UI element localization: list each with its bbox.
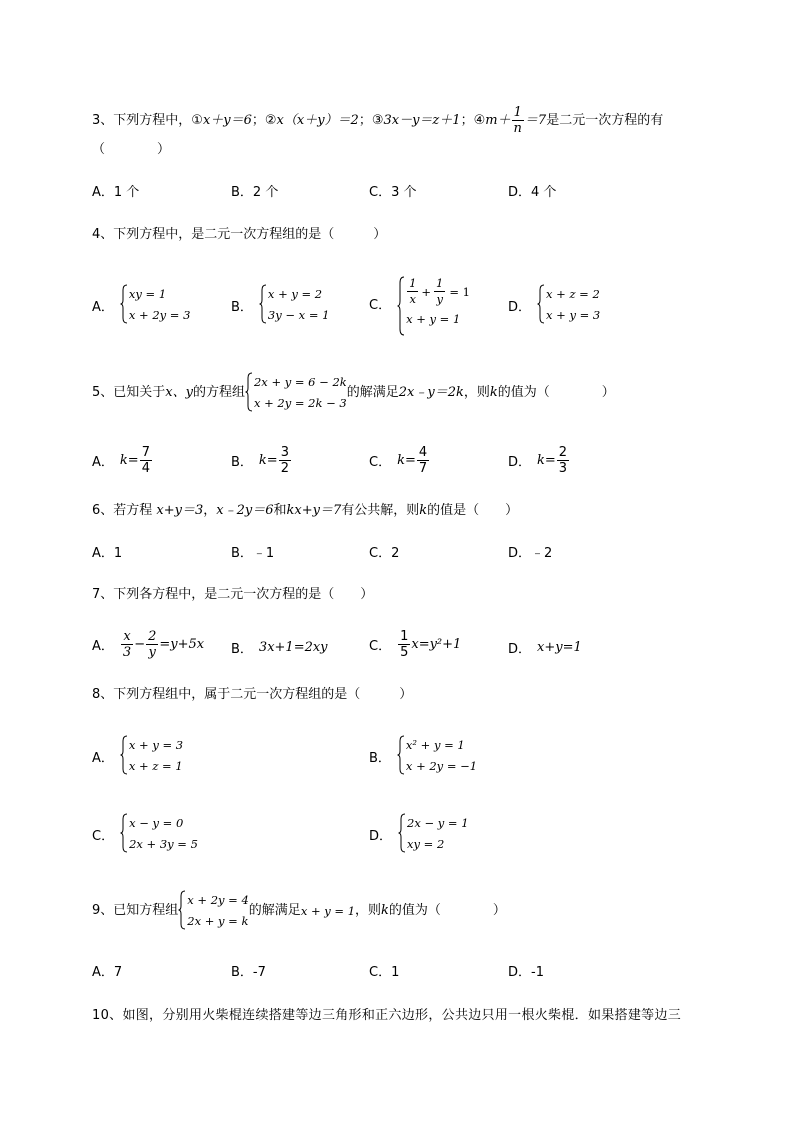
q3-fraction-den: n bbox=[513, 121, 522, 136]
q4-c-f1-den: x bbox=[409, 292, 416, 306]
q3-equation-3: 3x－y＝z＋1 bbox=[383, 112, 461, 128]
q5-a-num: 7 bbox=[141, 445, 150, 460]
q5-row-1: 2x + y = 6 − 2k bbox=[253, 375, 347, 389]
q9-text-a: 9、已知方程组 bbox=[92, 903, 179, 918]
q3-option-b: B．2 个 bbox=[231, 185, 279, 200]
q9-option-b: B．-7 bbox=[231, 965, 266, 980]
brace-icon bbox=[537, 284, 545, 324]
question-7-stem: 7、下列各方程中，是二元一次方程的是（ ） bbox=[92, 587, 374, 602]
q9-option-c: C．1 bbox=[369, 965, 400, 980]
q3-option-d: D．4 个 bbox=[508, 185, 557, 200]
q6-k: k bbox=[419, 503, 428, 518]
q5-option-b bbox=[231, 445, 292, 476]
q5-option-d-label: D． bbox=[508, 455, 532, 470]
q4-c-fraction-2 bbox=[434, 276, 445, 307]
q6-option-d: D．﹣2 bbox=[508, 546, 553, 561]
q7-option-b bbox=[231, 638, 328, 657]
q4-c-fraction-1 bbox=[407, 276, 418, 307]
q6-equation-3: kx+y＝7 bbox=[286, 503, 342, 518]
q3-option-a: A．1 个 bbox=[92, 185, 140, 200]
q8-option-d-label: D． bbox=[369, 828, 393, 844]
q8-option-a-system bbox=[120, 735, 183, 777]
q3-fraction bbox=[512, 105, 524, 136]
q9-text-c: ，则 bbox=[355, 903, 382, 918]
q7-option-b-label: B． bbox=[231, 642, 253, 657]
q5-text-e: 的值为（ ） bbox=[497, 385, 615, 400]
q8-option-c-label: C． bbox=[92, 828, 115, 844]
q7-c-tail: x=y²+1 bbox=[411, 637, 462, 652]
q4-c-row-1 bbox=[406, 276, 470, 307]
q3-sep-2: ；③ bbox=[358, 112, 384, 128]
q4-a-row-2: x + 2y = 3 bbox=[128, 308, 191, 322]
q7-d-expr: x+y=1 bbox=[537, 640, 582, 655]
q7-a-fraction-2 bbox=[146, 629, 158, 660]
q5-option-c-label: C． bbox=[369, 455, 392, 470]
q5-k: k bbox=[489, 385, 498, 400]
q3-equation-4b: ＝7 bbox=[524, 112, 547, 128]
q8-option-a-label: A． bbox=[92, 750, 114, 766]
q6-sep-2: 和 bbox=[273, 503, 287, 518]
question-9-stem bbox=[92, 890, 506, 932]
q3-answer-paren: （ ） bbox=[92, 142, 171, 157]
q5-text-d: ，则 bbox=[463, 385, 490, 400]
q7-a-f1-num: x bbox=[121, 629, 133, 645]
q6-text-c: 的值是（ ） bbox=[427, 503, 519, 518]
q5-b-den: 2 bbox=[280, 461, 289, 476]
q8-c-row-1: x − y = 0 bbox=[129, 816, 184, 830]
q8-a-row-2: x + z = 1 bbox=[128, 759, 183, 773]
q4-b-row-2: 3y − x = 1 bbox=[267, 308, 330, 322]
q7-a-f2-den: y bbox=[148, 645, 156, 660]
q7-option-c bbox=[369, 629, 461, 660]
q7-option-d-label: D． bbox=[508, 642, 532, 657]
q6-equation-1: x+y＝3 bbox=[156, 503, 204, 518]
q5-option-a-label: A． bbox=[92, 455, 114, 470]
brace-icon bbox=[178, 890, 186, 930]
question-4-stem: 4、下列方程中，是二元一次方程组的是（ ） bbox=[92, 227, 387, 242]
q4-option-a-system bbox=[120, 284, 191, 326]
q7-a-fraction-1 bbox=[121, 629, 133, 660]
q4-c-eq: = 1 bbox=[449, 284, 470, 299]
brace-icon bbox=[397, 276, 405, 336]
q6-option-c: C．2 bbox=[369, 546, 400, 561]
brace-icon bbox=[245, 372, 253, 412]
q5-c-num: 4 bbox=[418, 445, 428, 460]
q4-c-row-2: x + y = 1 bbox=[406, 312, 461, 326]
q5-system bbox=[245, 372, 347, 414]
q8-option-b-system bbox=[397, 735, 477, 777]
q4-option-d-system bbox=[537, 284, 600, 326]
q4-c-f1-num: 1 bbox=[409, 276, 417, 290]
brace-icon bbox=[398, 813, 406, 853]
q3-equation-2: x（x＋y）＝2 bbox=[276, 112, 359, 128]
q8-option-d-system bbox=[398, 813, 469, 855]
q9-option-d: D．-1 bbox=[508, 965, 544, 980]
q5-text-a: 5、已知关于 bbox=[92, 385, 166, 400]
q7-c-den: 5 bbox=[400, 645, 409, 660]
q9-option-a: A．7 bbox=[92, 965, 123, 980]
q4-c-f2-num: 1 bbox=[436, 276, 444, 290]
q5-option-b-label: B． bbox=[231, 455, 253, 470]
q9-condition: x + y = 1 bbox=[300, 904, 356, 918]
q3-sep-3: ；④ bbox=[460, 112, 486, 128]
q7-c-fraction bbox=[398, 629, 410, 660]
q4-option-c bbox=[369, 276, 470, 331]
q8-option-b-label: B． bbox=[369, 750, 391, 766]
q7-b-expr: 3x+1=2xy bbox=[258, 640, 328, 655]
q5-b-num: 3 bbox=[280, 445, 289, 460]
question-10-stem: 10、如图，分别用火柴棍连续搭建等边三角形和正六边形，公共边只用一根火柴棍．如果搭建等边三 bbox=[92, 1008, 682, 1023]
q6-sep-1: ， bbox=[203, 503, 217, 518]
q6-option-a: A．1 bbox=[92, 546, 123, 561]
q7-a-f2-num: 2 bbox=[148, 629, 157, 644]
q5-option-a-fraction bbox=[140, 445, 152, 476]
q5-d-num: 2 bbox=[558, 445, 568, 460]
q5-option-b-pre: k= bbox=[258, 453, 278, 468]
q4-option-b-label: B． bbox=[231, 299, 253, 315]
q8-b-row-2: x + 2y = −1 bbox=[405, 759, 478, 773]
q9-row-1: x + 2y = 4 bbox=[187, 893, 249, 907]
q5-option-c-fraction bbox=[417, 445, 429, 476]
q7-option-a bbox=[92, 629, 204, 660]
q5-option-a bbox=[92, 445, 153, 476]
q9-k: k bbox=[381, 903, 389, 918]
q4-option-c-label: C． bbox=[369, 298, 392, 313]
q4-d-row-2: x + y = 3 bbox=[546, 308, 601, 322]
q5-text-c: 的解满足 bbox=[346, 385, 399, 400]
q4-a-row-1: xy = 1 bbox=[128, 287, 167, 301]
brace-icon bbox=[120, 284, 128, 324]
q3-option-c: C．3 个 bbox=[369, 185, 417, 200]
q6-equation-2: x﹣2y＝6 bbox=[216, 503, 274, 518]
q4-c-plus: + bbox=[421, 284, 432, 299]
question-3-stem bbox=[92, 105, 663, 136]
q5-option-c bbox=[369, 445, 430, 476]
q6-option-b: B．﹣1 bbox=[231, 546, 275, 561]
q4-d-row-1: x + z = 2 bbox=[546, 287, 600, 301]
question-5-stem bbox=[92, 372, 615, 414]
q5-option-d-pre: k= bbox=[537, 453, 556, 468]
q4-option-a bbox=[92, 284, 190, 326]
q5-text-b: 的方程组 bbox=[192, 385, 245, 400]
brace-icon bbox=[397, 735, 405, 775]
q7-option-c-label: C． bbox=[369, 639, 392, 654]
q4-option-d bbox=[508, 284, 600, 326]
q6-text-b: 有公共解，则 bbox=[341, 503, 420, 518]
q8-option-d bbox=[369, 813, 469, 855]
q9-text-d: 的值为（ ） bbox=[388, 903, 506, 918]
q5-option-d-fraction bbox=[557, 445, 569, 476]
q9-row-2: 2x + y = k bbox=[187, 914, 249, 928]
q5-option-a-pre: k= bbox=[119, 453, 139, 468]
q4-option-b-system bbox=[259, 284, 330, 326]
q7-option-a-label: A． bbox=[92, 639, 114, 654]
question-8-stem: 8、下列方程组中，属于二元一次方程组的是（ ） bbox=[92, 687, 413, 702]
q5-option-b-fraction bbox=[279, 445, 291, 476]
q7-option-d bbox=[508, 638, 582, 657]
q9-system bbox=[178, 890, 249, 932]
q8-option-c-system bbox=[120, 813, 198, 855]
q4-b-row-1: x + y = 2 bbox=[267, 287, 323, 301]
q3-equation-4a: m＋ bbox=[485, 112, 511, 128]
q7-c-num: 1 bbox=[400, 629, 409, 644]
q4-option-c-system bbox=[397, 276, 470, 331]
q8-d-row-1: 2x − y = 1 bbox=[407, 816, 469, 830]
q8-option-b bbox=[369, 735, 477, 777]
q5-option-d bbox=[508, 445, 570, 476]
q8-a-row-1: x + y = 3 bbox=[128, 738, 184, 752]
q5-row-2: x + 2y = 2k − 3 bbox=[253, 396, 347, 410]
q3-text-a: 3、下列方程中，① bbox=[92, 112, 203, 128]
q7-a-tail: =y+5x bbox=[159, 637, 205, 652]
q9-text-b: 的解满足 bbox=[248, 903, 301, 918]
q3-sep-1: ；② bbox=[251, 112, 277, 128]
q4-option-b bbox=[231, 284, 329, 326]
q3-equation-1: x＋y＝6 bbox=[202, 112, 252, 128]
brace-icon bbox=[259, 284, 267, 324]
q4-c-f2-den: y bbox=[436, 292, 443, 306]
q5-option-c-pre: k= bbox=[397, 453, 416, 468]
q3-text-b: 是二元一次方程的有 bbox=[546, 112, 664, 128]
q8-option-a bbox=[92, 735, 183, 777]
q5-a-den: 4 bbox=[141, 461, 150, 476]
q4-option-a-label: A． bbox=[92, 299, 114, 315]
q5-vars: x、y bbox=[165, 385, 193, 400]
q5-d-den: 3 bbox=[558, 461, 568, 476]
q7-a-minus: − bbox=[134, 637, 146, 652]
q5-condition: 2x﹣y＝2k bbox=[398, 385, 464, 400]
q6-text-a: 6、若方程 bbox=[92, 503, 153, 518]
q7-a-f1-den: 3 bbox=[122, 645, 132, 660]
brace-icon bbox=[120, 735, 128, 775]
q4-option-d-label: D． bbox=[508, 299, 532, 315]
q8-c-row-2: 2x + 3y = 5 bbox=[129, 837, 198, 851]
brace-icon bbox=[120, 813, 128, 853]
q8-option-c bbox=[92, 813, 198, 855]
q5-c-den: 7 bbox=[418, 461, 428, 476]
q3-fraction-num: 1 bbox=[512, 105, 524, 121]
q8-d-row-2: xy = 2 bbox=[407, 837, 445, 851]
q8-b-row-1: x² + y = 1 bbox=[405, 738, 465, 752]
question-6-stem bbox=[92, 502, 518, 520]
